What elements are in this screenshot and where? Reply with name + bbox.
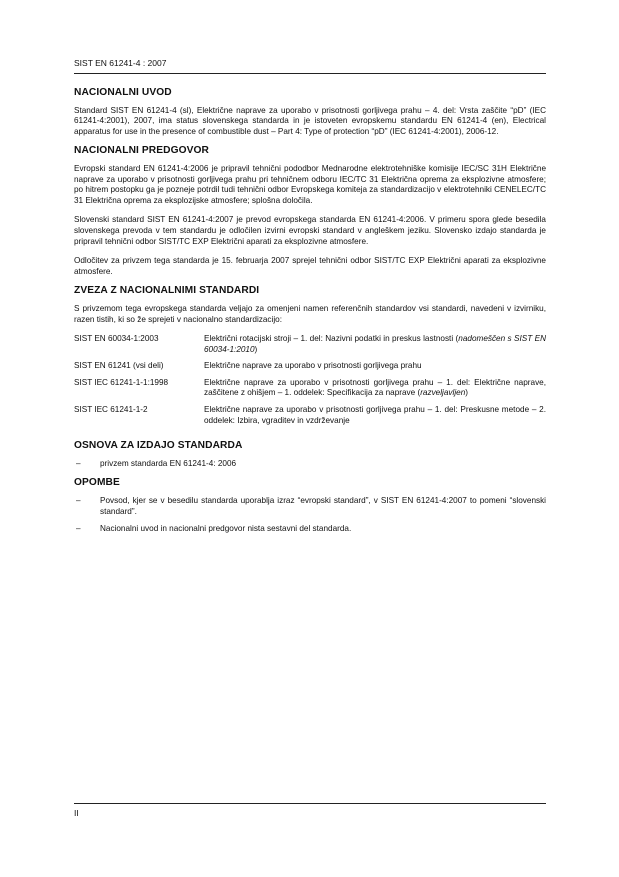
section-zveza-z-nacionalnimi-standardi xyxy=(74,286,546,432)
list-item xyxy=(74,524,546,535)
footer-rule xyxy=(74,803,546,804)
standard-title-text: Električne naprave za uporabo v prisotnosti gorljivega prahu – 1. del: Električne naprave, zaščitene z ohišjem – 1. oddelek: Specifikacija za naprave xyxy=(204,377,546,398)
section-heading: OSNOVA ZA IZDAJO STANDARDA xyxy=(74,440,243,452)
paragraph: Standard SIST EN 61241-4 (sl), Električne naprave za uporabo v prisotnosti gorljivega prahu – 4. del: Vrsta zaščite “pD” (IEC 61241-4:2001), 2007, ima status slovenskega standarda in je istoveten evropskemu standardu EN 61241-4 (en), Electrical apparatus for use in the presence of combustible dust – Part 4: Type of protection “pD” (IEC 61241-4:2001), 2006-12. xyxy=(74,105,546,136)
section-heading: OPOMBE xyxy=(74,477,120,489)
section-heading: NACIONALNI PREDGOVOR xyxy=(74,145,210,157)
standard-title xyxy=(204,378,546,405)
standard-note: nadomeščen s SIST EN 60034-1:2010 xyxy=(204,334,546,354)
note-open: ( xyxy=(415,388,421,398)
page-content xyxy=(74,88,546,544)
list-item-text: Nacionalni uvod in nacionalni predgovor nista sestavni del standarda. xyxy=(100,524,352,534)
standard-title xyxy=(204,334,546,361)
standard-code: SIST EN 61241 (vsi deli) xyxy=(74,361,164,371)
section-heading: ZVEZA Z NACIONALNIMI STANDARDI xyxy=(74,285,260,297)
standard-title-text: Električne naprave za uporabo v prisotnosti gorljivega prahu xyxy=(204,361,422,371)
standard-code: SIST IEC 61241-1-1:1998 xyxy=(74,377,169,387)
bullet-list xyxy=(74,459,546,470)
list-item xyxy=(74,496,546,517)
standard-code: SIST EN 60034-1:2003 xyxy=(74,334,159,344)
list-item xyxy=(74,459,546,470)
table-row xyxy=(74,378,546,405)
list-item-text: privzem standarda EN 61241-4: 2006 xyxy=(100,458,237,468)
document-header-id: SIST EN 61241-4 : 2007 xyxy=(74,58,167,68)
table-row xyxy=(74,361,546,378)
paragraph: Evropski standard EN 61241-4:2006 je pripravil tehnični pododbor Mednarodne elektrotehniške komisije IEC/SC 31H Električne naprave za uporabo v prisotnosti gorljivega prahu pri tehničnem odboru IEC/TC 31 Električna oprema za eksplozivne atmosfere; po hitrem postopku ga je pozneje potrdil tudi tehnični odbor Evropskega komiteja za standardizacijo v elektrotehniki CENELEC/TC 31 Električna oprema za eksplozijske atmosfere; splošna določila. xyxy=(74,163,546,205)
paragraph: Odločitev za privzem tega standarda je 15. februarja 2007 sprejel tehnični odbor SIST/TC EXP Električni aparati za eksplozivne atmosfere. xyxy=(74,256,546,276)
bullet-list xyxy=(74,496,546,535)
paragraph: S privzemom tega evropskega standarda veljajo za omenjeni namen referenčnih standardov vsi standardi, navedeni v izvirniku, razen tistih, ki so že sprejeti v nacionalno standardizacijo: xyxy=(74,303,546,324)
standard-code: SIST IEC 61241-1-2 xyxy=(74,405,148,415)
dash-bullet: – xyxy=(76,496,81,506)
standard-title xyxy=(204,361,546,378)
standard-title-text: Električni rotacijski stroji – 1. del: Nazivni podatki in preskus lastnosti xyxy=(204,334,454,344)
note-close: ) xyxy=(254,344,258,354)
standards-table xyxy=(74,334,546,432)
section-nacionalni-uvod xyxy=(74,88,546,137)
dash-bullet: – xyxy=(76,458,81,468)
dash-bullet: – xyxy=(76,524,81,534)
page-number: II xyxy=(74,808,79,818)
standard-note: razveljavljen xyxy=(420,388,466,398)
paragraph: Slovenski standard SIST EN 61241-4:2007 je prevod evropskega standarda EN 61241-4:2006. V primeru spora glede besedila slovenskega prevoda v tem standardu je odločilen izvirni evropski standard v angleškem jeziku. Slovensko izdajo standarda je pripravil tehnični odbor SIST/TC EXP Električni aparati za eksplozivne atmosfere. xyxy=(74,215,546,246)
header-rule xyxy=(74,73,546,74)
section-nacionalni-predgovor xyxy=(74,146,546,277)
section-osnova-za-izdajo xyxy=(74,441,546,469)
section-heading: NACIONALNI UVOD xyxy=(74,87,172,98)
note-open: ( xyxy=(455,334,459,344)
standard-title xyxy=(204,405,546,432)
table-row xyxy=(74,334,546,361)
list-item-text: Povsod, kjer se v besedilu standarda uporablja izraz “evropski standard”, v SIST EN 61241-4:2007 to pomeni “slovenski standard”. xyxy=(100,496,546,516)
table-row xyxy=(74,405,546,432)
section-opombe xyxy=(74,478,546,534)
standard-title-text: Električne naprave za uporabo v prisotnosti gorljivega prahu – 1. del: Preskusne metode – 2. oddelek: Izbira, vgraditev in vzdrževanje xyxy=(204,405,546,425)
note-close: ) xyxy=(465,388,468,398)
